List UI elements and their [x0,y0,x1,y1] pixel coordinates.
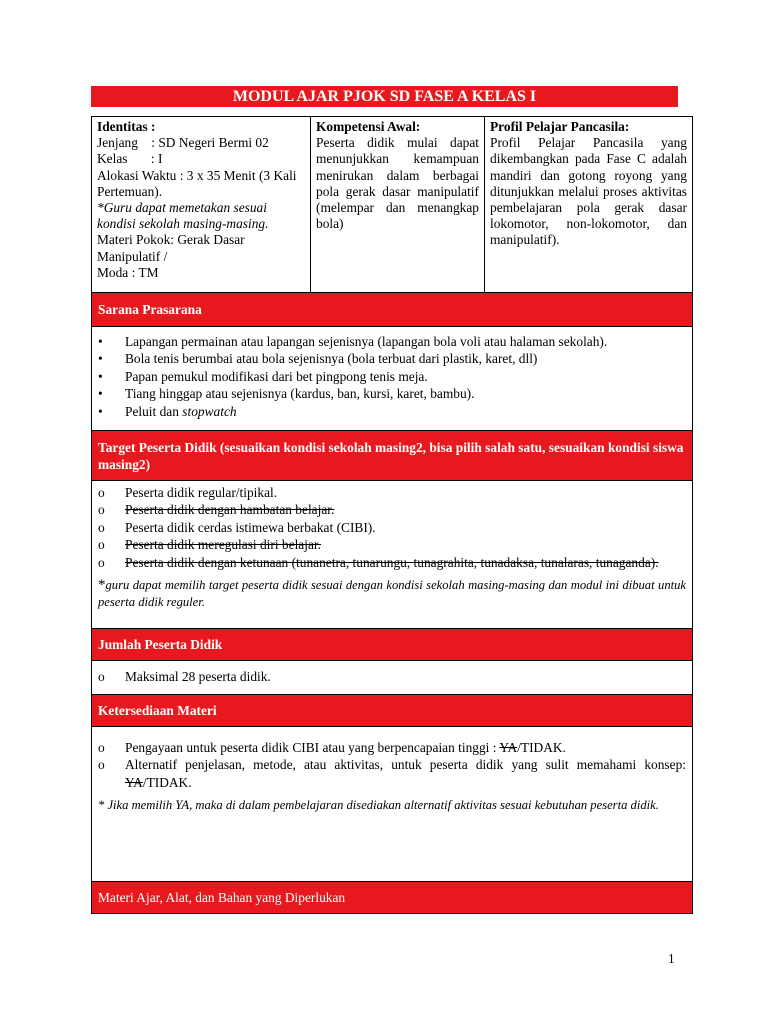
identitas-heading: Identitas : [97,119,156,134]
circle-bullet-icon: o [98,740,105,755]
bullet-icon: • [98,403,103,419]
kompetensi-heading: Kompetensi Awal: [316,119,421,134]
list-item: • Bola tenis berumbai atau bola sejenisnya (bola terbuat dari plastik, karet, dll) [98,351,538,367]
sarana-header [91,293,693,327]
circle-bullet-icon: o [98,554,105,570]
target-body [91,481,693,629]
ketersediaan-heading: Ketersediaan Materi [98,702,217,718]
alokasi-text: Alokasi Waktu : 3 x 35 Menit (3 Kali Pertemuan). [97,167,297,199]
bullet-icon: • [98,334,103,349]
circle-bullet-icon: o [98,502,105,518]
list-item: o Peserta didik regular/tipikal. [98,485,278,500]
circle-bullet-icon: o [98,537,105,553]
list-item: o Peserta didik meregulasi diri belajar. [98,537,321,553]
bullet-icon: • [98,351,103,367]
list-item: o Alternatif penjelasan, metode, atau aktivitas, untuk peserta didik yang sulit memahami konsep: YA/TIDAK. [98,757,686,790]
list-item: o Maksimal 28 peserta didik. [98,669,271,684]
profil-heading: Profil Pelajar Pancasila: [490,119,630,134]
list-item: • Papan pemukul modifikasi dari bet pingpong tenis meja. [98,368,428,384]
kelas-text: Kelas : I [97,151,163,167]
materi-ajar-heading: Materi Ajar, Alat, dan Bahan yang Diperlukan [98,889,346,905]
ketersediaan-note: * Jika memilih YA, maka di dalam pembelajaran disediakan alternatif aktivitas sesuai kebutuhan peserta didik. [98,798,659,813]
jenjang-text: Jenjang : SD Negeri Bermi 02 [97,135,269,151]
ketersediaan-body [91,727,693,882]
list-item: o Pengayaan untuk peserta didik CIBI atau yang berpencapaian tinggi : YA/TIDAK. [98,740,566,755]
profil-cell [484,117,692,292]
kompetensi-cell [310,117,484,292]
ketersediaan-header [91,695,693,727]
bullet-icon: • [98,368,103,384]
circle-bullet-icon: o [98,669,105,684]
module-table [91,116,693,914]
circle-bullet-icon: o [98,757,105,773]
bullet-icon: • [98,386,103,402]
list-item: o Peserta didik cerdas istimewa berbakat (CIBI). [98,519,376,535]
jumlah-header [91,629,693,661]
list-item: • Lapangan permainan atau lapangan sejenisnya (lapangan bola voli atau halaman sekolah). [98,334,608,349]
circle-bullet-icon: o [98,485,105,500]
materi-ajar-header [91,882,693,914]
kompetensi-text: Peserta didik mulai dapat menunjukkan kemampuan menirukan dalam berbagai pola gerak dasar manipulatif (melempar dan menangkap bola) [316,135,479,232]
target-note: *guru dapat memilih target peserta didik sesuai dengan kondisi sekolah masing-masing dan modul ini dibuat untuk peserta didik reguler. [98,577,686,610]
list-item: • Tiang hinggap atau sejenisnya (kardus, ban, kursi, karet, bambu). [98,386,475,402]
identitas-note: *Guru dapat memetakan sesuai kondisi sekolah masing-masing. [97,200,269,232]
target-header [91,431,693,481]
list-item: o Peserta didik dengan hambatan belajar. [98,502,335,518]
info-row [91,116,693,293]
sarana-body [91,327,693,431]
jumlah-heading: Jumlah Peserta Didik [98,636,223,652]
target-heading: Target Peserta Didik (sesuaikan kondisi sekolah masing2, bisa pilih salah satu, sesuaikan kondisi siswa masing2) [98,439,684,472]
profil-text: Profil Pelajar Pancasila yang dikembangkan pada Fase C adalah mandiri dan gotong royong yang ditunjukkan melalui proses aktivitas pembelajaran pola gerak dasar lokomotor, non-lokomotor, dan manipulatif). [490,135,687,248]
jumlah-body [91,661,693,695]
identitas-cell [92,117,310,292]
sarana-heading: Sarana Prasarana [98,301,202,317]
page-number: 1 [668,951,675,966]
document-title: MODUL AJAR PJOK SD FASE A KELAS I [91,86,678,107]
materi-pokok-text: Materi Pokok: Gerak Dasar Manipulatif / [97,232,245,264]
moda-text: Moda : TM [97,264,159,280]
list-item: • Peluit dan stopwatch [98,403,237,419]
circle-bullet-icon: o [98,519,105,535]
list-item: o Peserta didik dengan ketunaan (tunanetra, tunarungu, tunagrahita, tunadaksa, tunalaras, tunaganda). [98,554,659,570]
